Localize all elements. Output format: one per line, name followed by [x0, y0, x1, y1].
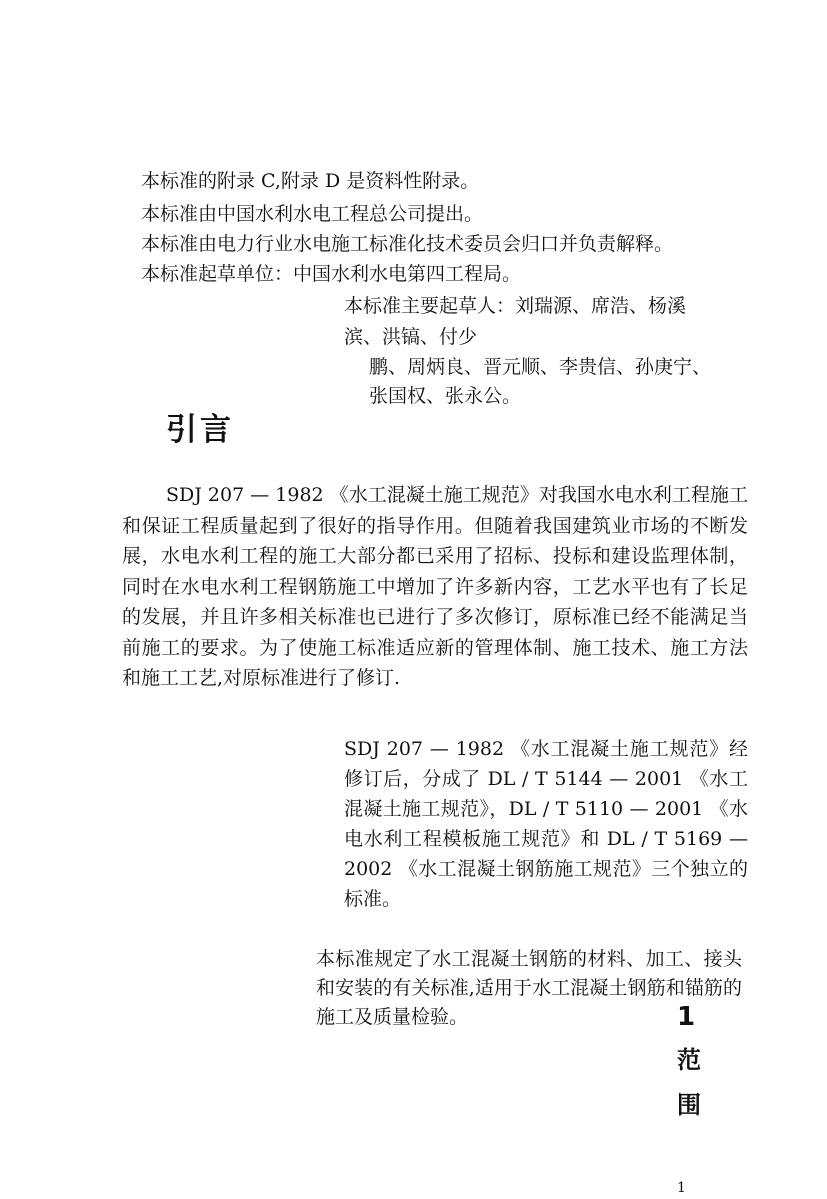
section-title-char: 围: [677, 1091, 701, 1119]
appendix-note: 本标准的附录 C,附录 D 是资料性附录。: [141, 170, 480, 192]
drafters-line: 滨、洪镐、付少: [344, 326, 478, 348]
drafting-unit-note: 本标准起草单位：中国水利水电第四工程局。: [141, 263, 522, 285]
intro-paragraph: SDJ 207 — 1982 《水工混凝土施工规范》对我国水电水利工程施工和保证工程质量起到了很好的指导作用。但随着我国建筑业市场的不断发展，水电水利工程的施工大部分都已采用了招标、投标和建设监理体制，同时在水电水利工程钢筋施工中增加了许多新内容，工艺水平也有了长足的发展，并且许多相关标准也已进行了多次修订，原标准已经不能满足当前施工的要求。为了使施工标准适应新的管理体制、施工技术、施工方法和施工工艺,对原标准进行了修订.: [122, 484, 748, 689]
drafters-line: 鹏、周炳良、晋元顺、李贵信、孙庚宁、: [369, 356, 712, 378]
section-title-char: 范: [677, 1046, 701, 1074]
scope-paragraph: 本标准规定了水工混凝土钢筋的材料、加工、接头和安装的有关标准,适用于水工混凝土钢筋和锚筋的施工及质量检验。: [316, 948, 742, 1028]
drafters-line: 本标准主要起草人：刘瑞源、席浩、杨溪: [344, 295, 687, 317]
intro-heading: 引言: [166, 412, 234, 448]
interpretation-note: 本标准由电力行业水电施工标准化技术委员会归口并负责解释。: [141, 233, 674, 255]
revision-paragraph: SDJ 207 — 1982 《水工混凝土施工规范》经修订后，分成了 DL / T 5144 — 2001 《水工混凝土施工规范》，DL / T 5110 — 2001 《水电水利工程模板施工规范》和 DL / T 5169 — 2002 《水工混凝土钢筋施工规范》三个独立的标准。: [344, 738, 748, 910]
page-number: 1: [677, 1180, 686, 1196]
proposer-note: 本标准由中国水利水电工程总公司提出。: [141, 203, 484, 225]
drafters-line: 张国权、张永公。: [369, 385, 522, 407]
section-number: 1: [677, 1002, 696, 1032]
